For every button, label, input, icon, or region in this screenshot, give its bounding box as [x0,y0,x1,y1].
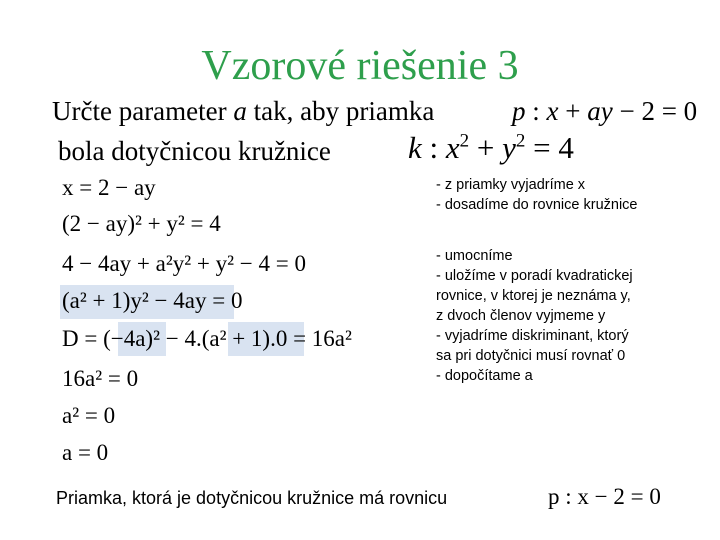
line-eq-plus: + [558,96,588,126]
line-eq-x: x [546,96,559,126]
circle-eq-y: y [502,130,516,165]
line-eq-a: a [587,96,601,126]
note-line: - umocníme [436,248,513,264]
circle-eq-sep: : [421,130,446,165]
note-line: - vyjadríme diskriminant, ktorý [436,328,629,344]
step-4: (a² + 1)y² − 4ay = 0 [62,288,243,313]
circle-eq-exp-y: 2 [515,130,526,152]
circle-eq-plus: + [469,130,503,165]
line-eq-name: p [512,96,526,126]
step-8: a = 0 [62,440,109,465]
slide-title: Vzorové riešenie 3 [201,43,519,89]
circle-eq-rest: = 4 [525,130,574,165]
footer-text: Priamka, ktorá je dotyčnicou kružnice má rovnicu [56,488,448,508]
note-line: - dopočítame a [436,368,533,384]
circle-eq-name: k [408,130,422,165]
notes-group-1 [436,175,638,215]
task-parameter-var: a [233,96,247,126]
task-text-b: tak, aby priamka [253,96,435,126]
note-line: z dvoch členov vyjmeme y [436,308,606,324]
line-eq-sep: : [525,96,547,126]
step-2: (2 − ay)² + y² = 4 [62,211,221,236]
circle-equation [408,130,574,166]
notes-group-2 [436,246,633,386]
line-equation [512,96,697,127]
note-line: rovnice, v ktorej je neznáma y, [436,288,631,304]
note-line: sa pri dotyčnici musí rovnať 0 [436,348,626,364]
circle-eq-exp-x: 2 [459,130,470,152]
task-text-a: Určte parameter [52,96,227,126]
task-line-1 [52,96,434,127]
note-line: - z priamky vyjadríme x [436,177,586,193]
step-1: x = 2 − ay [62,175,156,200]
note-line: - uložíme v poradí kvadratickej [436,268,633,284]
line-eq-y: y [600,96,613,126]
step-5: D = (−4a)² − 4.(a² + 1).0 = 16a² [62,326,352,351]
line-eq-rest: − 2 = 0 [612,96,698,126]
step-7: a² = 0 [62,403,116,428]
step-3: 4 − 4ay + a²y² + y² − 4 = 0 [62,251,306,276]
note-line: - dosadíme do rovnice kružnice [436,197,638,213]
circle-eq-x: x [445,130,460,165]
step-6: 16a² = 0 [62,366,139,391]
footer-equation: p : x − 2 = 0 [548,484,661,509]
task-line-2: bola dotyčnicou kružnice [58,136,331,166]
